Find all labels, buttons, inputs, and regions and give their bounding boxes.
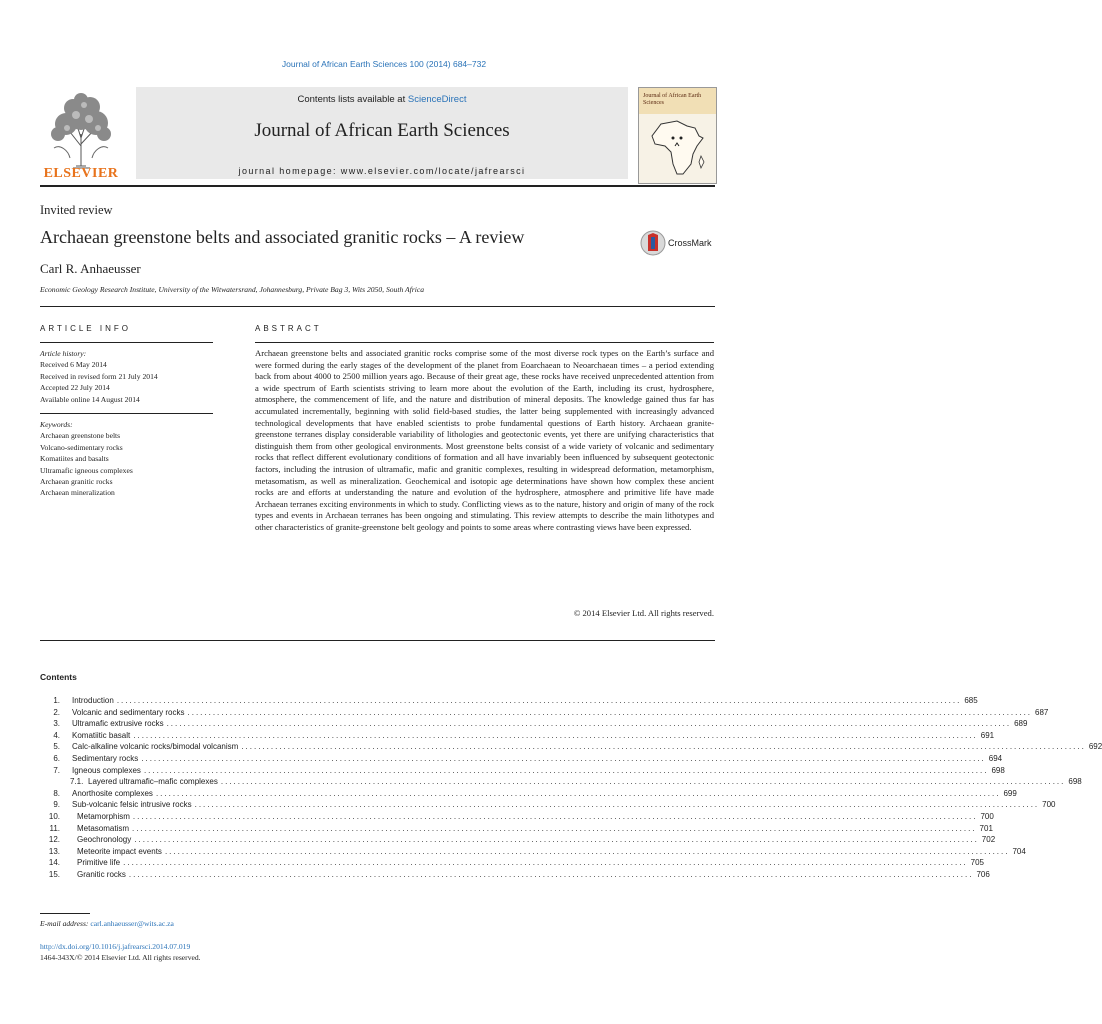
toc-leader-dots: ........................................................................................................................................................................................................ bbox=[166, 719, 1012, 729]
toc-entry-title[interactable]: Metamorphism bbox=[77, 811, 130, 821]
toc-entry-line bbox=[72, 730, 995, 742]
toc-entry-page: 698 bbox=[991, 765, 1005, 775]
toc-entry-number: 8. bbox=[53, 788, 60, 798]
toc-entry-page: 694 bbox=[988, 753, 1003, 763]
toc-entry-title[interactable]: Introduction bbox=[72, 696, 114, 705]
keywords-list bbox=[40, 419, 133, 499]
article-type: Invited review bbox=[40, 203, 113, 217]
keyword-item: Komatiites and basalts bbox=[40, 454, 109, 464]
keyword-item: Archaean mineralization bbox=[40, 488, 115, 498]
toc-entry-title[interactable]: Granitic rocks bbox=[77, 869, 126, 879]
toc-entry[interactable] bbox=[40, 707, 1049, 719]
toc-entry-number: 4. bbox=[53, 730, 60, 740]
toc-entry-line bbox=[72, 765, 1005, 777]
toc-entry-line bbox=[77, 834, 996, 846]
toc-entry-line bbox=[77, 869, 990, 881]
toc-entry-title[interactable]: Metasomatism bbox=[77, 823, 130, 833]
toc-entry-page: 687 bbox=[1035, 707, 1049, 717]
toc-entry-number: 10. bbox=[48, 811, 60, 821]
toc-leader-dots: ........................................................................................................................................................................................................ bbox=[141, 753, 986, 763]
article-history-label: Article history: bbox=[40, 349, 87, 358]
toc-entry-line bbox=[77, 811, 994, 823]
toc-entry[interactable] bbox=[40, 788, 1017, 800]
header-rule bbox=[40, 185, 715, 187]
toc-leader-dots: ........................................................................................................................................................................................................ bbox=[155, 788, 1001, 798]
doi-link[interactable]: http://dx.doi.org/10.1016/j.jafrearsci.2014.07.019 bbox=[40, 942, 191, 951]
contents-heading: Contents bbox=[40, 672, 77, 682]
abstract-rule bbox=[255, 342, 714, 343]
toc-entry-number: 9. bbox=[53, 800, 60, 810]
toc-entry-number: 3. bbox=[53, 719, 60, 729]
contents-prefix: Contents lists available at bbox=[297, 94, 408, 105]
keyword-item: Ultramafic igneous complexes bbox=[40, 465, 133, 475]
toc-entry-number: 15. bbox=[48, 869, 60, 879]
toc-entry-line bbox=[72, 707, 1049, 719]
toc-entry-page: 704 bbox=[1012, 846, 1026, 856]
toc-leader-dots: ........................................................................................................................................................................................................ bbox=[143, 765, 989, 775]
toc-entry-title[interactable]: Calc-alkaline volcanic rocks/bimodal volcanism bbox=[72, 742, 239, 752]
journal-cover[interactable] bbox=[638, 87, 717, 184]
toc-entry-line bbox=[88, 776, 1082, 788]
keyword-item: Volcano-sedimentary rocks bbox=[40, 442, 123, 452]
toc-entry-number: 14. bbox=[48, 858, 60, 868]
toc-entry[interactable] bbox=[40, 753, 1003, 765]
toc-entry-title[interactable]: Igneous complexes bbox=[72, 765, 141, 775]
toc-entry-page: 705 bbox=[970, 858, 985, 868]
toc-leader-dots: ........................................................................................................................................................................................................ bbox=[132, 823, 977, 833]
journal-title[interactable]: Journal of African Earth Sciences bbox=[254, 120, 510, 141]
toc-entry[interactable] bbox=[40, 799, 1056, 811]
toc-leader-dots: ........................................................................................................................................................................................................ bbox=[123, 858, 968, 868]
abstract-bottom-rule bbox=[40, 640, 715, 641]
toc-entry-title[interactable]: Anorthosite complexes bbox=[72, 788, 153, 798]
toc-leader-dots: ........................................................................................................................................................................................................ bbox=[134, 835, 979, 845]
toc-entry[interactable] bbox=[40, 765, 1005, 777]
toc-entry[interactable] bbox=[40, 695, 978, 707]
email-link[interactable]: carl.anhaeusser@wits.ac.za bbox=[90, 919, 174, 928]
cover-title: Journal of African Earth Sciences bbox=[643, 93, 702, 106]
toc-leader-dots: ........................................................................................................................................................................................................ bbox=[133, 730, 978, 740]
toc-entry-line bbox=[77, 846, 1026, 858]
toc-leader-dots: ........................................................................................................................................................................................................ bbox=[241, 742, 1086, 752]
toc-entry[interactable] bbox=[40, 811, 994, 823]
toc-entry-page: 702 bbox=[981, 835, 996, 845]
history-online: Available online 14 August 2014 bbox=[40, 394, 140, 404]
africa-map-icon bbox=[647, 116, 709, 178]
toc-entry-number: 2. bbox=[53, 707, 60, 717]
keywords-label: Keywords: bbox=[40, 420, 73, 429]
contents-available-line bbox=[136, 94, 628, 105]
toc-entry-number: 11. bbox=[49, 823, 60, 833]
toc-entry-title[interactable]: Sub-volcanic felsic intrusive rocks bbox=[72, 800, 192, 810]
footnote-rule bbox=[40, 913, 90, 914]
toc-leader-dots: ........................................................................................................................................................................................................ bbox=[194, 800, 1040, 810]
toc-entry-page: 685 bbox=[964, 696, 978, 705]
toc-entry-page: 689 bbox=[1014, 719, 1028, 729]
toc-entry-number: 12. bbox=[48, 835, 60, 845]
toc-entry-page: 700 bbox=[980, 811, 994, 821]
table-of-contents bbox=[40, 695, 1102, 881]
toc-entry-number: 7.1. bbox=[70, 777, 84, 787]
abstract-text: Archaean greenstone belts and associated granitic rocks comprise some of the most diverse rock types on the Earth’s surface and were formed during the early stages of the development of the planet from Eoarchaean to Neoarchaean times – a period extending back from about 4000 to 2500 million years ago. Because of their great age, these rocks have received unprecedented attention from a wide spectrum of Earth scientists striving to learn more about the evolution of the Earth, including its crust, hydrosphere, atmosphere, the commencement of life, and the nature and distribution of mineral deposits. The knowledge gained thus far has accumulated incrementally, beginning with solid field-based studies, the latter being supplemented with increasingly advanced technological developments that have enabled scientists to probe fundamental questions of Earth history. Archaean granite-greenstone terranes display considerable variability of lithologies and geotectonic events, yet there are unifying characteristics that distinguish them from other geological environments. Most greenstone belts consist of a wide variety of volcanic and sedimentary rocks that reflect different evolutionary conditions of formation and all have invariably been influenced by subsequent geotectonic factors, including the intrusion of ultramafic, mafic and granitic complexes, resulting in widespread deformation, metamorphism, metasomatism, as well as mineralization. Geochemical and isotopic age determinations have shown how complex these ancient rocks are and efforts at understanding the nature and evolution of the hydrosphere, atmosphere and primitive life have made Archaean terranes exciting environments in which to study. Conflicting views as to the nature, history and origin of many of the rock types and events in Archaean terranes has been ongoing and stimulating. This review attempts to describe the main lithotypes and other characteristics of granite-greenstone belt geology and points to some areas where contrasting views have been expressed. bbox=[255, 348, 714, 532]
article-info-heading: ARTICLE INFO bbox=[40, 324, 131, 333]
paper-title: Archaean greenstone belts and associated granitic rocks – A review bbox=[40, 227, 525, 247]
history-accepted: Accepted 22 July 2014 bbox=[40, 383, 110, 393]
toc-leader-dots: ........................................................................................................................................................................................................ bbox=[187, 707, 1033, 717]
toc-entry-title[interactable]: Geochronology bbox=[77, 835, 132, 845]
toc-entry[interactable] bbox=[40, 730, 995, 742]
issn-line: 1464-343X/© 2014 Elsevier Ltd. All rights reserved. bbox=[40, 953, 201, 962]
author-name[interactable]: Carl R. Anhaeusser bbox=[40, 261, 141, 276]
toc-entry-number: 1. bbox=[53, 696, 60, 705]
crossmark-icon[interactable] bbox=[640, 229, 666, 259]
toc-entry-line bbox=[72, 788, 1017, 800]
affiliation-rule bbox=[40, 306, 715, 307]
toc-entry-number: 7. bbox=[53, 765, 60, 775]
toc-entry-title[interactable]: Volcanic and sedimentary rocks bbox=[72, 707, 185, 717]
toc-entry-line bbox=[72, 741, 1102, 753]
keywords-rule bbox=[40, 413, 213, 414]
toc-entry-page: 691 bbox=[980, 730, 995, 740]
toc-entry-page: 701 bbox=[979, 823, 993, 833]
toc-leader-dots: ........................................................................................................................................................................................................ bbox=[220, 777, 1066, 787]
toc-entry-number: 13. bbox=[48, 846, 60, 856]
article-history bbox=[40, 348, 158, 405]
history-revised: Received in revised form 21 July 2014 bbox=[40, 371, 158, 381]
sciencedirect-link[interactable]: ScienceDirect bbox=[407, 94, 467, 105]
journal-homepage[interactable]: journal homepage: www.elsevier.com/locate/jafrearsci bbox=[238, 166, 526, 176]
history-received: Received 6 May 2014 bbox=[40, 360, 107, 370]
toc-entry-line bbox=[72, 718, 1028, 730]
toc-entry-number: 5. bbox=[53, 742, 60, 752]
copyright-notice: © 2014 Elsevier Ltd. All rights reserved. bbox=[573, 608, 714, 618]
toc-entry[interactable] bbox=[40, 834, 996, 846]
author-affiliation: Economic Geology Research Institute, University of the Witwatersrand, Johannesburg, Private Bag 3, Wits 2050, South Africa bbox=[40, 285, 424, 294]
publisher-logo-text[interactable]: ELSEVIER bbox=[43, 166, 119, 181]
article-info-rule bbox=[40, 342, 213, 343]
toc-entry-title[interactable]: Meteorite impact events bbox=[77, 846, 162, 856]
toc-entry-line bbox=[77, 823, 993, 835]
toc-leader-dots: ........................................................................................................................................................................................................ bbox=[132, 811, 978, 821]
toc-entry-page: 698 bbox=[1068, 777, 1082, 787]
toc-entry-line bbox=[72, 695, 978, 707]
toc-entry-title[interactable]: Sedimentary rocks bbox=[72, 753, 139, 763]
journal-citation[interactable]: Journal of African Earth Sciences 100 (2014) 684–732 bbox=[281, 59, 487, 69]
toc-entry-title[interactable]: Komatiitic basalt bbox=[72, 730, 131, 740]
keyword-item: Archaean granitic rocks bbox=[40, 477, 113, 487]
toc-entry-line bbox=[72, 799, 1056, 811]
toc-entry-title[interactable]: Layered ultramafic–mafic complexes bbox=[88, 777, 218, 787]
toc-entry[interactable] bbox=[40, 741, 1102, 753]
crossmark-label[interactable]: CrossMark bbox=[668, 238, 712, 248]
email-label: E-mail address: bbox=[40, 919, 89, 928]
toc-entry[interactable] bbox=[40, 869, 990, 881]
toc-entry[interactable] bbox=[40, 823, 993, 835]
toc-entry-page: 706 bbox=[976, 869, 990, 879]
toc-entry-page: 699 bbox=[1003, 788, 1017, 798]
toc-entry-title[interactable]: Primitive life bbox=[77, 858, 121, 868]
toc-entry[interactable] bbox=[40, 776, 1082, 788]
toc-leader-dots: ........................................................................................................................................................................................................ bbox=[128, 869, 974, 879]
toc-entry-page: 692 bbox=[1088, 742, 1102, 752]
toc-entry-number: 6. bbox=[53, 753, 60, 763]
toc-entry[interactable] bbox=[40, 846, 1026, 858]
toc-entry[interactable] bbox=[40, 857, 985, 869]
toc-entry-page: 700 bbox=[1042, 800, 1056, 810]
abstract-heading: ABSTRACT bbox=[255, 324, 322, 333]
toc-leader-dots: ........................................................................................................................................................................................................ bbox=[164, 846, 1010, 856]
toc-entry[interactable] bbox=[40, 718, 1028, 730]
keyword-item: Archaean greenstone belts bbox=[40, 431, 121, 441]
toc-leader-dots: ........................................................................................................................................................................................................ bbox=[116, 696, 962, 705]
toc-entry-line bbox=[72, 753, 1003, 765]
toc-entry-title[interactable]: Ultramafic extrusive rocks bbox=[72, 719, 164, 729]
email-footnote bbox=[40, 919, 174, 928]
toc-entry-line bbox=[77, 857, 985, 869]
